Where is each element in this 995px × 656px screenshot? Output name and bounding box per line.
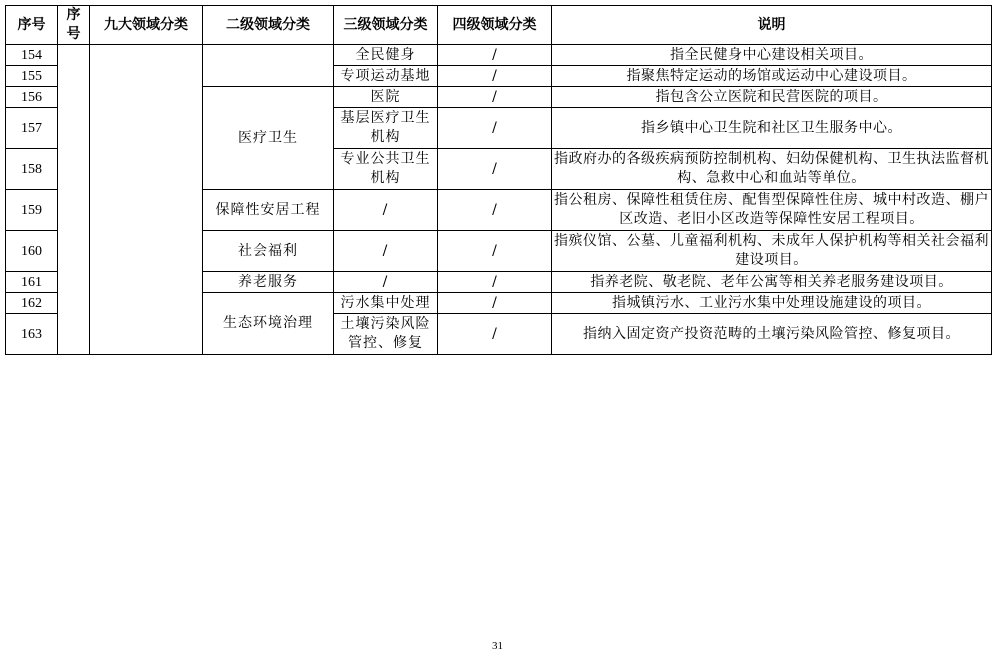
level4-cell: / <box>438 108 552 149</box>
level3-cell: 土壤污染风险管控、修复 <box>334 314 438 355</box>
row-number: 157 <box>6 108 58 149</box>
level4-cell: / <box>438 231 552 272</box>
level3-cell: 污水集中处理 <box>334 293 438 314</box>
level3-cell: 专项运动基地 <box>334 66 438 87</box>
level4-cell: / <box>438 87 552 108</box>
level1-cell-empty <box>90 45 203 355</box>
description-cell: 指包含公立医院和民营医院的项目。 <box>552 87 992 108</box>
description-cell: 指政府办的各级疾病预防控制机构、妇幼保健机构、卫生执法监督机构、急救中心和血站等单位。 <box>552 149 992 190</box>
row-number: 156 <box>6 87 58 108</box>
level3-cell: 专业公共卫生机构 <box>334 149 438 190</box>
level2-cell: 养老服务 <box>203 272 334 293</box>
description-cell: 指公租房、保障性租赁住房、配售型保障性住房、城中村改造、棚户区改造、老旧小区改造等保障性安居工程项目。 <box>552 190 992 231</box>
header-seq: 序号 <box>6 6 58 45</box>
level4-cell: / <box>438 190 552 231</box>
level4-cell: / <box>438 314 552 355</box>
classification-table <box>5 5 992 355</box>
level3-cell: / <box>334 272 438 293</box>
description-cell: 指养老院、敬老院、老年公寓等相关养老服务建设项目。 <box>552 272 992 293</box>
row-number: 155 <box>6 66 58 87</box>
row-number: 154 <box>6 45 58 66</box>
description-cell: 指纳入固定资产投资范畴的土壤污染风险管控、修复项目。 <box>552 314 992 355</box>
description-cell: 指城镇污水、工业污水集中处理设施建设的项目。 <box>552 293 992 314</box>
row-number: 159 <box>6 190 58 231</box>
header-row <box>6 6 992 45</box>
level2-cell: 保障性安居工程 <box>203 190 334 231</box>
level3-cell: / <box>334 190 438 231</box>
description-cell: 指殡仪馆、公墓、儿童福利机构、未成年人保护机构等相关社会福利建设项目。 <box>552 231 992 272</box>
page-number: 31 <box>492 640 503 652</box>
level4-cell: / <box>438 272 552 293</box>
row-number: 162 <box>6 293 58 314</box>
level2-cell: 医疗卫生 <box>203 87 334 190</box>
row-number: 160 <box>6 231 58 272</box>
level2-cell-empty <box>203 45 334 87</box>
level4-cell: / <box>438 149 552 190</box>
header-level3: 三级领域分类 <box>334 6 438 45</box>
description-cell: 指聚焦特定运动的场馆或运动中心建设项目。 <box>552 66 992 87</box>
row-number: 161 <box>6 272 58 293</box>
level4-cell: / <box>438 66 552 87</box>
header-description: 说明 <box>552 6 992 45</box>
table-row <box>6 45 992 66</box>
level3-cell: 医院 <box>334 87 438 108</box>
description-cell: 指全民健身中心建设相关项目。 <box>552 45 992 66</box>
header-level2: 二级领域分类 <box>203 6 334 45</box>
level3-cell: 基层医疗卫生机构 <box>334 108 438 149</box>
header-seq-2: 序号 <box>58 6 90 45</box>
level4-cell: / <box>438 45 552 66</box>
header-level1: 九大领域分类 <box>90 6 203 45</box>
row-number: 158 <box>6 149 58 190</box>
row-number: 163 <box>6 314 58 355</box>
seq-cell-empty <box>58 45 90 355</box>
description-cell: 指乡镇中心卫生院和社区卫生服务中心。 <box>552 108 992 149</box>
level2-cell: 社会福利 <box>203 231 334 272</box>
level2-cell: 生态环境治理 <box>203 293 334 355</box>
level4-cell: / <box>438 293 552 314</box>
level3-cell: / <box>334 231 438 272</box>
level3-cell: 全民健身 <box>334 45 438 66</box>
header-level4: 四级领域分类 <box>438 6 552 45</box>
